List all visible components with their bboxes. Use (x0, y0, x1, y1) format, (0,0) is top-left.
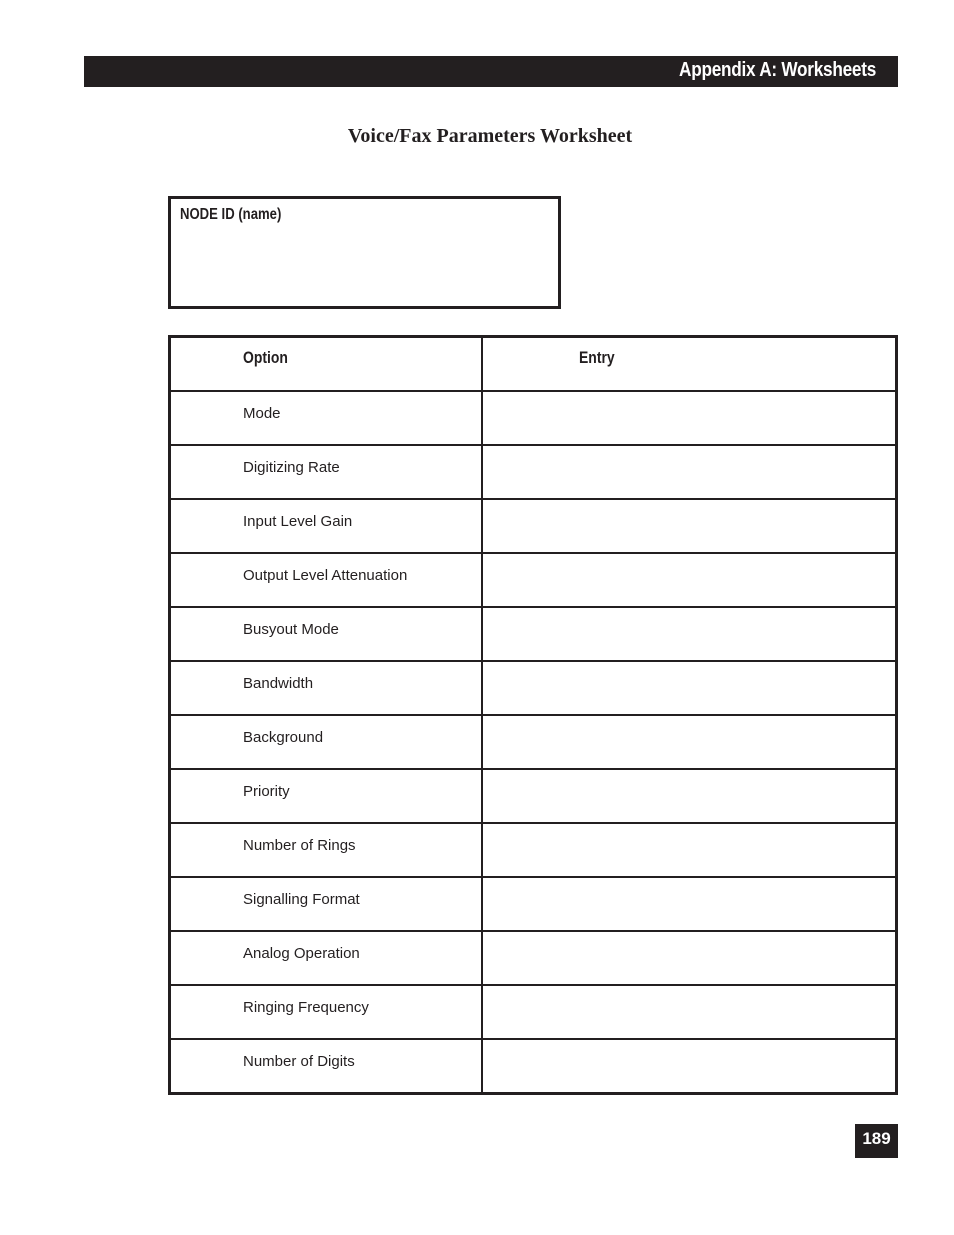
option-cell (170, 661, 483, 715)
entry-cell[interactable] (482, 769, 897, 823)
entry-cell[interactable] (482, 391, 897, 445)
entry-cell[interactable] (482, 985, 897, 1039)
table-row (170, 1039, 897, 1094)
option-label: Analog Operation (243, 945, 360, 962)
page-title: Voice/Fax Parameters Worksheet (347, 125, 633, 147)
page-number: 189 (855, 1124, 898, 1158)
option-cell (170, 553, 483, 607)
entry-cell[interactable] (482, 931, 897, 985)
option-label: Priority (243, 783, 290, 800)
option-cell (170, 715, 483, 769)
option-cell (170, 769, 483, 823)
option-cell (170, 499, 483, 553)
table-row (170, 553, 897, 607)
option-label: Background (243, 729, 324, 746)
option-cell (170, 985, 483, 1039)
option-label: Signalling Format (243, 891, 360, 908)
entry-cell[interactable] (482, 553, 897, 607)
option-label: Number of Digits (243, 1053, 355, 1070)
option-label: Input Level Gain (243, 513, 353, 530)
option-label: Output Level Attenuation (243, 567, 408, 584)
column-header-entry-label: Entry (579, 348, 615, 367)
option-label: Busyout Mode (243, 621, 339, 638)
option-label: Mode (243, 405, 281, 422)
header-bar (84, 56, 898, 87)
entry-cell[interactable] (482, 715, 897, 769)
header-title: Appendix A: Worksheets (679, 59, 876, 81)
table-row (170, 769, 897, 823)
table-row (170, 823, 897, 877)
table-row (170, 391, 897, 445)
option-cell (170, 445, 483, 499)
option-label: Bandwidth (243, 675, 314, 692)
table-row (170, 715, 897, 769)
column-header-option (170, 337, 483, 392)
entry-cell[interactable] (482, 1039, 897, 1094)
option-cell (170, 391, 483, 445)
node-id-label: NODE ID (name) (180, 206, 282, 223)
option-cell (170, 931, 483, 985)
option-label: Ringing Frequency (243, 999, 369, 1016)
entry-cell[interactable] (482, 823, 897, 877)
option-cell (170, 823, 483, 877)
parameters-table (168, 335, 898, 1095)
option-cell (170, 607, 483, 661)
option-cell (170, 1039, 483, 1094)
table-row (170, 499, 897, 553)
table-row (170, 661, 897, 715)
entry-cell[interactable] (482, 499, 897, 553)
table-row (170, 445, 897, 499)
node-id-field[interactable] (168, 196, 561, 309)
table-row (170, 985, 897, 1039)
table-row (170, 931, 897, 985)
entry-cell[interactable] (482, 661, 897, 715)
table-row (170, 607, 897, 661)
option-cell (170, 877, 483, 931)
option-label: Digitizing Rate (243, 459, 340, 476)
option-label: Number of Rings (243, 837, 356, 854)
entry-cell[interactable] (482, 877, 897, 931)
table-row (170, 877, 897, 931)
entry-cell[interactable] (482, 607, 897, 661)
entry-cell[interactable] (482, 445, 897, 499)
table-header-row (170, 337, 897, 392)
column-header-option-label: Option (243, 348, 288, 367)
column-header-entry (482, 337, 897, 392)
